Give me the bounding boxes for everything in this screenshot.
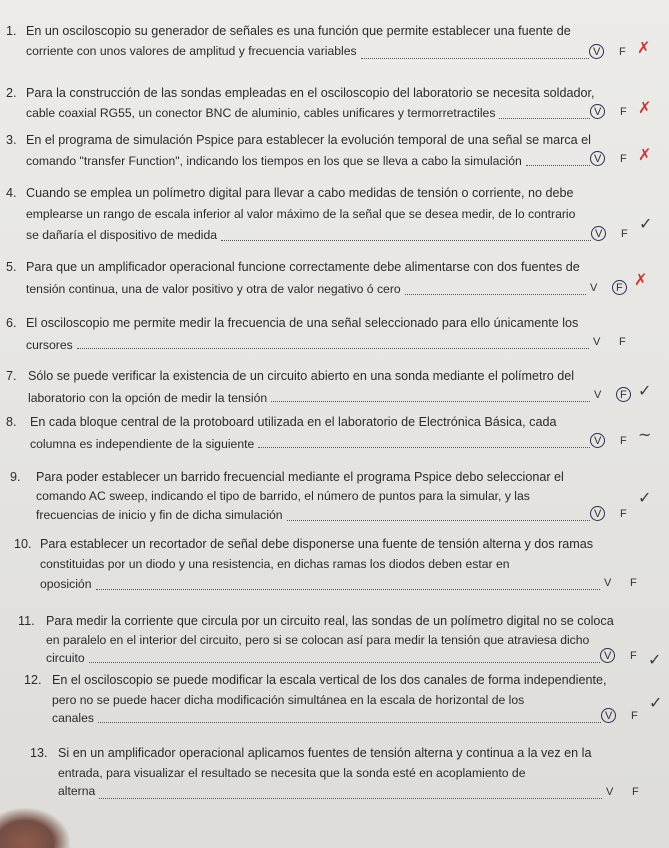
option-true[interactable]: V	[594, 435, 602, 447]
option-false[interactable]: F	[632, 786, 639, 798]
grading-mark: ✓	[638, 381, 652, 400]
question-item	[0, 258, 669, 304]
option-true[interactable]: V	[593, 46, 601, 58]
question-item	[0, 413, 669, 459]
answer-leader-dots	[89, 662, 600, 663]
question-text-line: constituidas por un diodo y una resistencia, en dichas ramas los diodos deben estar en	[40, 557, 510, 571]
answer-leader-dots	[77, 348, 589, 349]
grading-mark: ~	[638, 425, 652, 444]
answer-circle	[590, 506, 605, 521]
grading-mark: ✓	[638, 488, 652, 507]
question-text-line: entrada, para visualizar el resultado se necesita que la sonda esté en acoplamiento de	[58, 766, 526, 780]
question-number: 13.	[30, 746, 48, 760]
option-false[interactable]: F	[621, 228, 628, 240]
option-false[interactable]: F	[619, 46, 626, 58]
option-false[interactable]: F	[620, 435, 627, 447]
answer-leader-dots	[98, 722, 601, 723]
answer-leader-dots	[258, 447, 590, 448]
answer-leader-dots	[221, 240, 591, 241]
question-number: 8.	[6, 415, 17, 429]
answer-leader-dots	[99, 798, 602, 799]
question-text-line: en paralelo en el interior del circuito, pero si se colocan así para medir la tensión que atraviesa dicho	[46, 633, 590, 647]
question-text-line: pero no se puede hacer dicha modificación simultánea en la escala de horizontal de los	[52, 693, 525, 707]
question-text-line: En un osciloscopio su generador de señales es una función que permite establecer una fuente de	[26, 24, 571, 38]
answer-circle	[591, 226, 606, 241]
question-item	[0, 84, 669, 128]
question-text-line: frecuencias de inicio y fin de dicha simulación	[36, 508, 283, 522]
grading-mark: ✓	[648, 650, 662, 669]
option-true[interactable]: V	[595, 228, 603, 240]
option-true[interactable]: V	[605, 710, 613, 722]
question-text-line: emplearse un rango de escala inferior al valor máximo de la señal que se desea medir, de lo contrario	[26, 207, 576, 221]
question-item	[0, 314, 669, 360]
answer-circle	[601, 708, 616, 723]
question-text-line: Para poder establecer un barrido frecuencial mediante el programa Pspice debo seleccionar el	[36, 470, 564, 484]
question-text-line: El osciloscopio me permite medir la frecuencia de una señal seleccionado para ello únicamente los	[26, 316, 579, 330]
question-text-line: circuito	[46, 651, 85, 665]
option-false[interactable]: F	[620, 508, 627, 520]
question-number: 5.	[6, 260, 17, 274]
question-text-line: Para establecer un recortador de señal debe disponerse una fuente de tensión alterna y dos ramas	[40, 537, 594, 551]
question-number: 1.	[6, 24, 17, 38]
grading-mark: ✗	[637, 38, 651, 57]
answer-circle	[590, 104, 605, 119]
finger-shadow	[0, 808, 70, 848]
option-false[interactable]: F	[620, 389, 627, 401]
answer-circle	[612, 280, 627, 295]
option-true[interactable]: V	[594, 106, 602, 118]
question-text-line: oposición	[40, 577, 92, 591]
question-text-line: cable coaxial RG55, un conector BNC de aluminio, cables unificares y termorretractiles	[26, 106, 496, 120]
answer-leader-dots	[499, 118, 590, 119]
question-number: 7.	[6, 369, 17, 383]
option-true[interactable]: V	[604, 577, 612, 589]
question-text-line: alterna	[58, 784, 96, 798]
option-false[interactable]: F	[616, 282, 623, 294]
answer-circle	[600, 648, 615, 663]
option-true[interactable]: V	[593, 336, 601, 348]
answer-leader-dots	[287, 520, 590, 521]
grading-mark: ✗	[638, 98, 652, 117]
grading-mark: ✓	[649, 693, 663, 712]
question-text-line: Para que un amplificador operacional funcione correctamente debe alimentarse con dos fuentes de	[26, 260, 580, 274]
question-text-line: comando "transfer Function", indicando los tiempos en los que se lleva a cabo la simulación	[26, 154, 522, 168]
answer-leader-dots	[271, 401, 590, 402]
answer-leader-dots	[361, 58, 589, 59]
option-true[interactable]: V	[604, 650, 612, 662]
question-text-line: se dañaría el dispositivo de medida	[26, 228, 218, 242]
question-text-line: Cuando se emplea un polímetro digital para llevar a cabo medidas de tensión o corriente, no debe	[26, 186, 574, 200]
option-true[interactable]: V	[594, 508, 602, 520]
question-text-line: En el osciloscopio se puede modificar la escala vertical de los dos canales de forma independiente,	[52, 673, 607, 687]
answer-leader-dots	[96, 589, 601, 590]
answer-leader-dots	[526, 165, 590, 166]
answer-circle	[590, 151, 605, 166]
question-item	[0, 671, 669, 733]
option-false[interactable]: F	[630, 577, 637, 589]
question-number: 3.	[6, 133, 17, 147]
question-number: 10.	[14, 537, 32, 551]
answer-circle	[589, 44, 604, 59]
option-true[interactable]: V	[590, 282, 598, 294]
question-text-line: tensión continua, una de valor positivo y otra de valor negativo ó cero	[26, 282, 401, 296]
question-text-line: Para medir la corriente que circula por un circuito real, las sondas de un polímetro digital no se coloca	[46, 614, 614, 628]
question-text-line: comando AC sweep, indicando el tipo de barrido, el número de puntos para la simular, y las	[36, 489, 530, 503]
question-item	[0, 367, 669, 413]
question-number: 9.	[10, 470, 21, 484]
question-number: 2.	[6, 86, 17, 100]
question-text-line: En el programa de simulación Pspice para establecer la evolución temporal de una señal se marca el	[26, 133, 591, 147]
option-true[interactable]: V	[594, 153, 602, 165]
option-false[interactable]: F	[630, 650, 637, 662]
question-text-line: Si en un amplificador operacional aplicamos fuentes de tensión alterna y continua a la vez en la	[58, 746, 592, 760]
question-text-line: cursores	[26, 338, 73, 352]
option-false[interactable]: F	[620, 153, 627, 165]
answer-leader-dots	[405, 294, 586, 295]
option-false[interactable]: F	[620, 106, 627, 118]
option-true[interactable]: V	[606, 786, 614, 798]
answer-circle	[590, 433, 605, 448]
grading-mark: ✗	[638, 145, 652, 164]
question-text-line: laboratorio con la opción de medir la tensión	[28, 391, 268, 405]
question-number: 6.	[6, 316, 17, 330]
option-true[interactable]: V	[594, 389, 602, 401]
question-text-line: En cada bloque central de la protoboard utilizada en el laboratorio de Electrónica Básica, cada	[30, 415, 557, 429]
question-item	[0, 131, 669, 176]
question-item	[0, 22, 669, 66]
question-item	[0, 744, 669, 806]
option-false[interactable]: F	[631, 710, 638, 722]
option-false[interactable]: F	[619, 336, 626, 348]
question-text-line: canales	[52, 711, 95, 725]
question-text-line: Para la construcción de las sondas empleadas en el osciloscopio del laboratorio se necesita soldador,	[26, 86, 595, 100]
question-number: 4.	[6, 186, 17, 200]
question-number: 12.	[24, 673, 42, 687]
grading-mark: ✓	[639, 214, 653, 233]
question-text-line: Sólo se puede verificar la existencia de un circuito abierto en una sonda mediante el polímetro del	[28, 369, 575, 383]
answer-circle	[616, 387, 631, 402]
grading-mark: ✗	[634, 270, 648, 289]
question-item	[0, 612, 669, 673]
question-number: 11.	[18, 614, 35, 628]
question-text-line: columna es independiente de la siguiente	[30, 437, 255, 451]
question-text-line: corriente con unos valores de amplitud y frecuencia variables	[26, 44, 357, 58]
